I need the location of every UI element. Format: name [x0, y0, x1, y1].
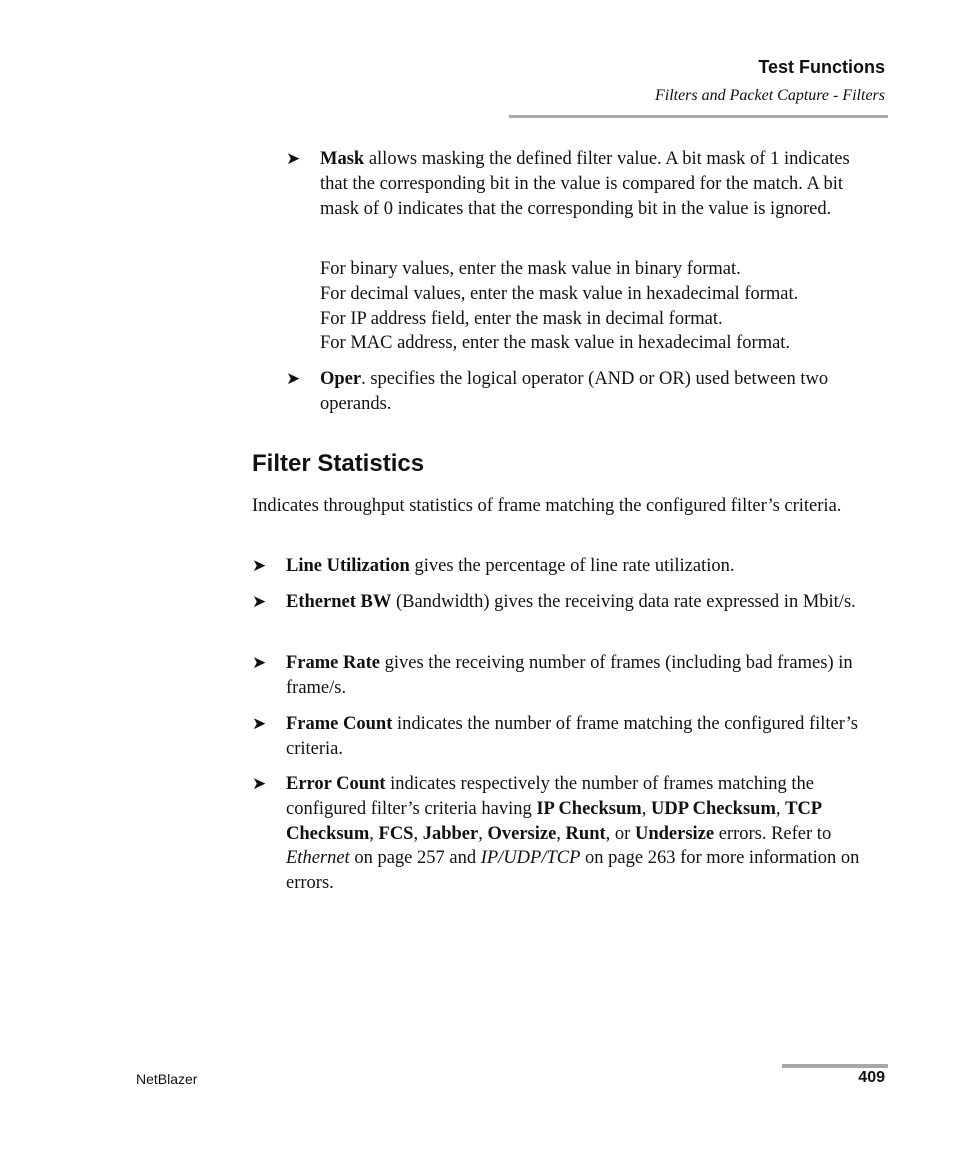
page-number: 409	[858, 1069, 885, 1086]
separator: ,	[413, 823, 423, 844]
list-item-frame-count	[286, 712, 886, 762]
mask-term: Mask	[320, 149, 365, 169]
item-term: Frame Count	[286, 714, 393, 734]
error-type-fcs: FCS	[378, 823, 414, 844]
item-text: indicates the number of frame matching the configured filter’s criteria.	[286, 714, 858, 759]
oper-text: . specifies the logical operator (AND or OR) used between two operands.	[320, 369, 829, 414]
oper-term: Oper	[320, 369, 362, 389]
bullet-arrow-icon: ➤	[252, 774, 267, 793]
list-item-error-count	[286, 772, 886, 896]
list-item-ethernet-bw	[286, 590, 876, 615]
mask-text: allows masking the defined filter value. A bit mask of 1 indicates that the corresponding bit in the value is compared for the match. A bit mask of 0 indicates that the corresponding bit in the value is ignored.	[320, 149, 850, 219]
item-text: on page 257 and	[349, 848, 481, 869]
error-type-runt: Runt	[565, 823, 606, 844]
item-text: (Bandwidth) gives the receiving data rate expressed in Mbit/s.	[391, 592, 856, 612]
running-header-title: Test Functions	[758, 57, 885, 77]
list-item-line-utilization	[286, 554, 886, 579]
separator: , or	[605, 823, 635, 844]
separator: ,	[556, 823, 566, 844]
item-term: Ethernet BW	[286, 592, 392, 612]
footer-rule	[782, 1064, 888, 1068]
section-heading: Filter Statistics	[252, 450, 425, 477]
bullet-arrow-icon: ➤	[286, 149, 301, 168]
item-text: errors. Refer to	[714, 823, 832, 844]
cross-reference-ethernet[interactable]: Ethernet	[286, 848, 350, 869]
error-type-undersize: Undersize	[634, 823, 715, 844]
header-rule	[509, 115, 888, 118]
item-text: gives the percentage of line rate utilization.	[409, 556, 735, 576]
item-text: on page 263 for more information on errors.	[286, 848, 860, 894]
bullet-arrow-icon: ➤	[252, 556, 267, 575]
mask-format-ip: For IP address field, enter the mask in decimal format.	[320, 308, 723, 329]
cross-reference-ip-udp-tcp[interactable]: IP/UDP/TCP	[480, 848, 581, 869]
error-type-oversize: Oversize	[487, 823, 557, 844]
separator: ,	[478, 823, 488, 844]
separator: ,	[369, 823, 379, 844]
oper-paragraph	[320, 367, 880, 417]
separator: ,	[775, 798, 786, 819]
bullet-arrow-icon: ➤	[252, 592, 267, 611]
mask-paragraph	[320, 147, 880, 221]
error-type-jabber: Jabber	[422, 823, 479, 844]
bullet-arrow-icon: ➤	[286, 369, 301, 388]
running-header-subtitle: Filters and Packet Capture - Filters	[654, 87, 885, 104]
bullet-arrow-icon: ➤	[252, 653, 267, 672]
error-type-udp-checksum: UDP Checksum	[650, 798, 776, 819]
mask-formats	[320, 257, 880, 356]
list-item-frame-rate	[286, 651, 856, 701]
item-term: Frame Rate	[286, 653, 380, 673]
footer-product-name: NetBlazer	[136, 1071, 198, 1087]
mask-format-decimal: For decimal values, enter the mask value in hexadecimal format.	[320, 283, 799, 304]
bullet-arrow-icon: ➤	[252, 714, 267, 733]
section-intro: Indicates throughput statistics of frame matching the configured filter’s criteria.	[252, 496, 842, 516]
mask-format-binary: For binary values, enter the mask value in binary format.	[320, 259, 741, 279]
error-type-tcp-checksum: TCP Checksum	[286, 798, 822, 844]
item-text: gives the receiving number of frames (including bad frames) in frame/s.	[286, 653, 853, 698]
item-term: Error Count	[286, 774, 386, 794]
mask-format-mac: For MAC address, enter the mask value in hexadecimal format.	[320, 333, 791, 354]
item-text: indicates respectively the number of frames matching the configured filter’s criteria having	[286, 774, 814, 819]
item-term: Line Utilization	[286, 556, 410, 576]
error-type-ip-checksum: IP Checksum	[536, 798, 642, 819]
separator: ,	[641, 798, 651, 819]
